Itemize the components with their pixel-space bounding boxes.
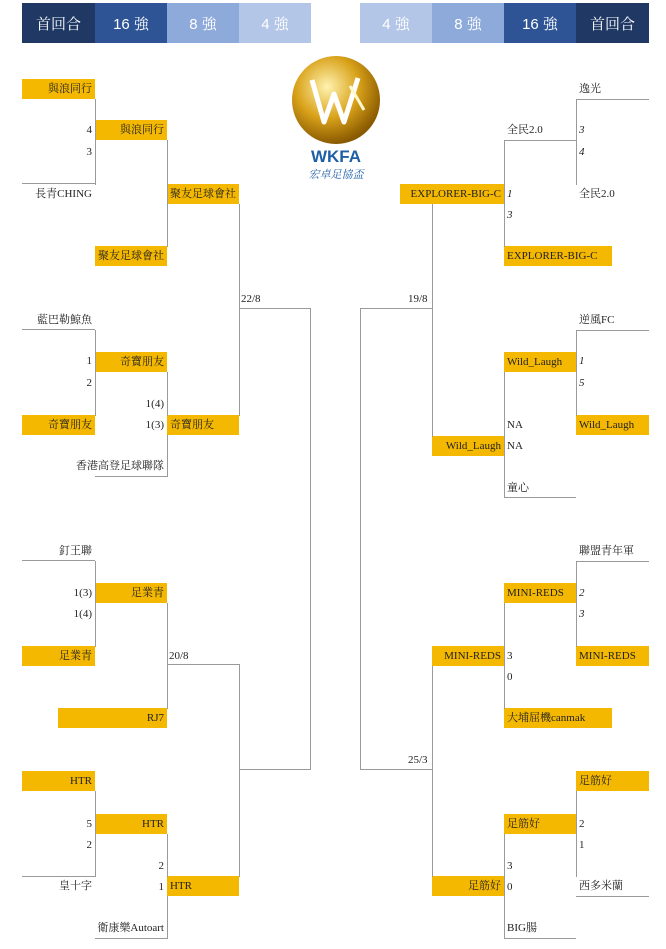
right-score: 3 [579, 124, 585, 136]
left-score: 2 [86, 377, 92, 389]
left-r1-team: 衛康樂Autoart [97, 922, 164, 934]
left-r2-team: 足業青 [95, 583, 167, 603]
right-r1-team: Wild_Laugh [576, 415, 649, 435]
left-score: 1(3) [73, 587, 92, 599]
left-r2-team: 與浪同行 [95, 120, 167, 140]
right-r1-team: 足筋好 [576, 771, 649, 791]
left-r2-team: HTR [95, 814, 167, 834]
left-score: 1(3) [145, 419, 164, 431]
right-r2-team: 大埔屈機canmak [504, 708, 612, 728]
right-date: 19/8 [408, 293, 428, 305]
right-r2-team: MINI-REDS [504, 583, 576, 603]
left-score: 2 [158, 860, 164, 872]
header-right-r4: 4 強 [360, 3, 432, 43]
right-r1-team: 逆風FC [579, 314, 615, 326]
header-left-r1: 首回合 [22, 3, 95, 43]
right-r1-team: 聯盟青年軍 [579, 545, 634, 557]
left-score: 3 [86, 146, 92, 158]
left-score: 4 [86, 124, 92, 136]
right-score: 0 [507, 881, 513, 893]
left-r1-team: 與浪同行 [22, 79, 95, 99]
left-r1-team: RJ7 [58, 708, 167, 728]
left-score: 1(4) [145, 398, 164, 410]
right-r1-team: BIG腸 [507, 922, 537, 934]
left-date: 20/8 [169, 650, 189, 662]
right-score: 1 [579, 839, 585, 851]
left-r2-team: 奇寶朋友 [95, 352, 167, 372]
header-right-r1: 首回合 [576, 3, 649, 43]
right-score: NA [507, 419, 523, 431]
right-r3-team: EXPLORER-BIG-C [400, 184, 504, 204]
header-left-r4: 4 強 [239, 3, 311, 43]
left-r1-team: 足業青 [22, 646, 95, 666]
wkfa-logo [288, 50, 384, 182]
right-score: 3 [507, 650, 513, 662]
right-r2-team: 全民2.0 [507, 124, 543, 136]
right-score: 1 [507, 188, 513, 200]
left-r3-team: 奇寶朋友 [167, 415, 239, 435]
left-score: 5 [86, 818, 92, 830]
left-score: 1 [86, 355, 92, 367]
right-r1-team: 全民2.0 [579, 188, 615, 200]
right-score: 3 [507, 860, 513, 872]
right-r1-team: 童心 [507, 482, 529, 494]
left-score: 1(4) [73, 608, 92, 620]
left-r1-team: 香港高登足球聯隊 [76, 460, 164, 472]
right-score: 2 [579, 818, 585, 830]
logo-text: WKFA [310, 147, 362, 166]
left-r1-team: 皇十字 [59, 880, 92, 892]
left-r1-team: 奇寶朋友 [22, 415, 95, 435]
right-score: 3 [579, 608, 585, 620]
right-score: 4 [579, 146, 585, 158]
left-r1-team: 藍巴勒鯨魚 [37, 314, 92, 326]
left-score: 1 [158, 881, 164, 893]
right-r1-team: 西多米蘭 [579, 880, 623, 892]
right-score: 5 [579, 377, 585, 389]
right-r2-team: 足筋好 [504, 814, 576, 834]
header-right-r16: 16 強 [504, 3, 576, 43]
left-score: 2 [86, 839, 92, 851]
left-r2-team: 聚友足球會社 [95, 246, 167, 266]
left-r1-team: 釘王聯 [59, 545, 92, 557]
left-date: 22/8 [241, 293, 261, 305]
right-score: 3 [507, 209, 513, 221]
left-r1-team: HTR [22, 771, 95, 791]
right-r3-team: MINI-REDS [432, 646, 504, 666]
header-right-r8: 8 強 [432, 3, 504, 43]
left-r3-team: 聚友足球會社 [167, 184, 239, 204]
right-date: 25/3 [408, 754, 428, 766]
right-score: 2 [579, 587, 585, 599]
right-score: NA [507, 440, 523, 452]
right-r1-team: MINI-REDS [576, 646, 649, 666]
right-r2-team: Wild_Laugh [504, 352, 576, 372]
right-score: 1 [579, 355, 585, 367]
header-left-r16: 16 強 [95, 3, 167, 43]
right-r3-team: Wild_Laugh [432, 436, 504, 456]
right-r3-team: 足筋好 [432, 876, 504, 896]
logo-subtitle: 宏卓足協盃 [308, 169, 364, 181]
header-left-r8: 8 強 [167, 3, 239, 43]
right-score: 0 [507, 671, 513, 683]
right-r2-team: EXPLORER-BIG-C [504, 246, 612, 266]
left-r1-team: 長青CHING [35, 188, 92, 200]
left-r3-team: HTR [167, 876, 239, 896]
right-r1-team: 逸光 [579, 83, 601, 95]
